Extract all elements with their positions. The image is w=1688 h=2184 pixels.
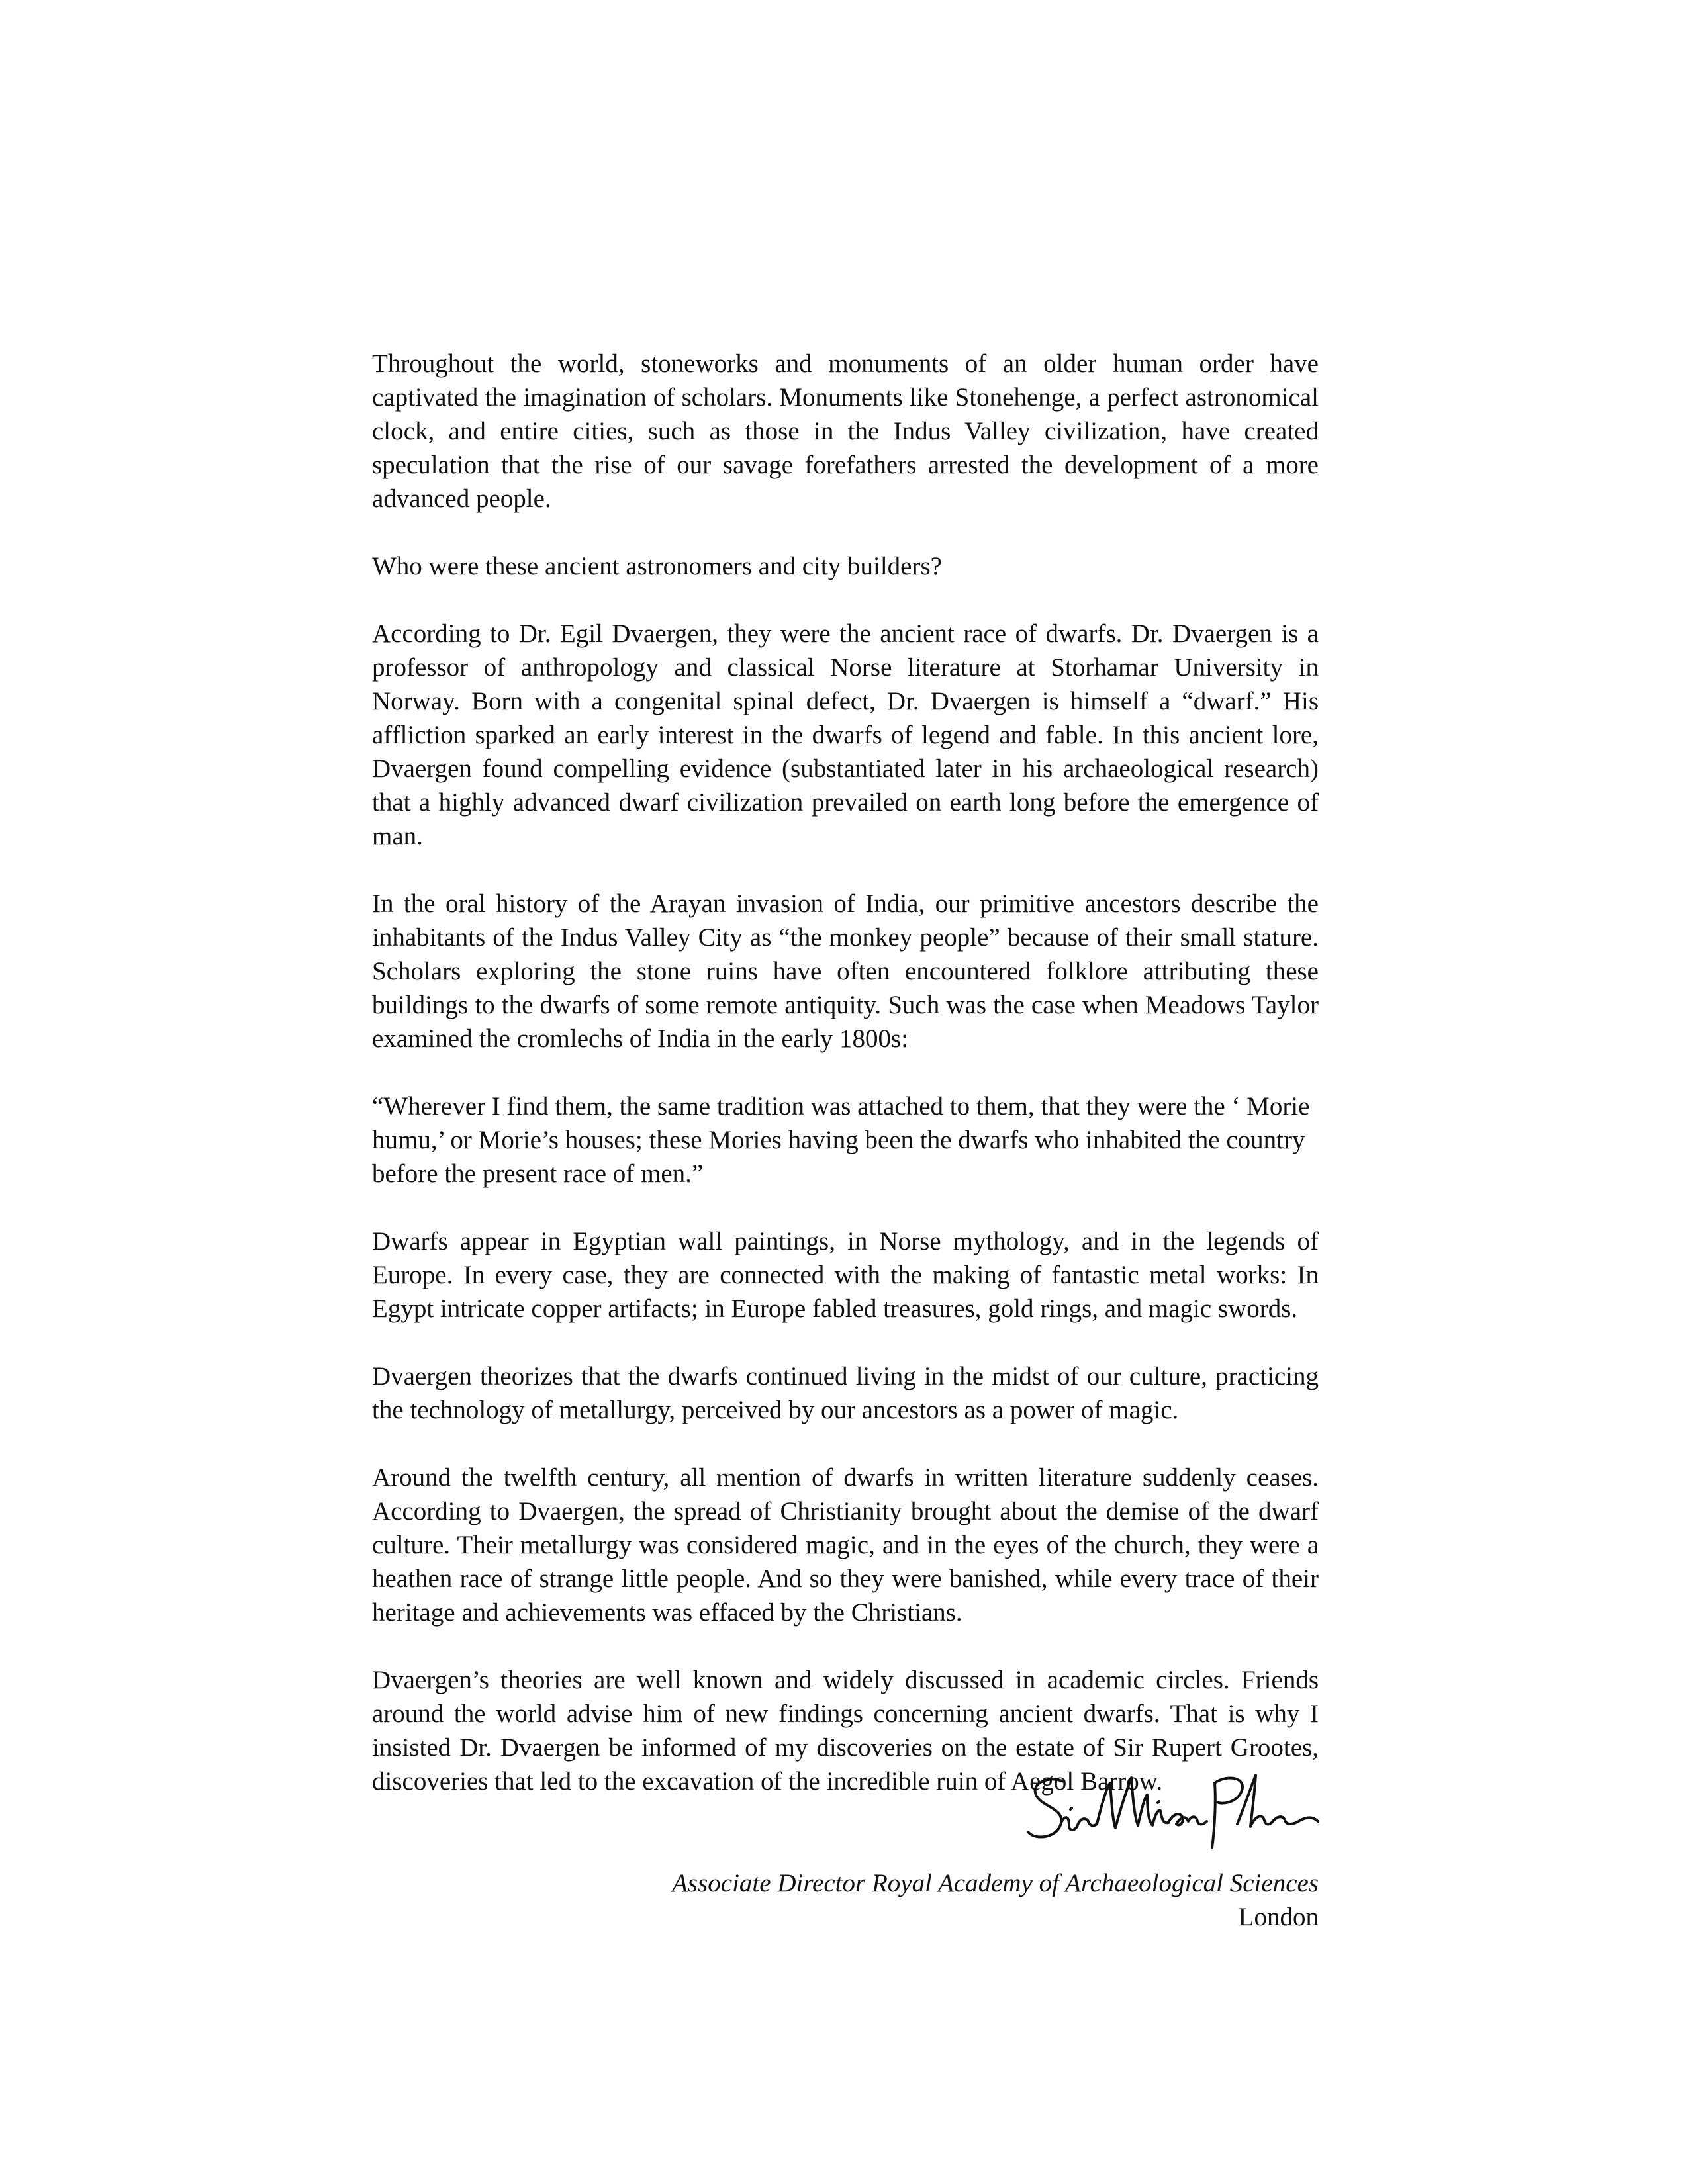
paragraph-twelfth-century: Around the twelfth century, all mention of dwarfs in written literature suddenly ceases. According to Dvaergen, the spread of Christianity brought about the demise of the dwarf culture. Their metallurgy was considered magic, and in the eyes of the church, they were a heathen race of strange little people. And so they were banished, while every trace of their heritage and achievements was effaced by the Christians.	[372, 1463, 1319, 1627]
paragraph-indus-valley: In the oral history of the Arayan invasion of India, our primitive ancestors describe the inhabitants of the Indus Valley City as “the monkey people” because of their small stature. Scholars exploring the stone ruins have often encountered folklore attributing these buildings to the dwarfs of some remote antiquity. Such was the case when Meadows Taylor examined the cromlechs of India in the early 1800s:	[372, 889, 1319, 1053]
paragraph-theories: Dvaergen’s theories are well known and widely discussed in academic circles. Friends around the world advise him of new findings concerning ancient dwarfs. That is why I insisted Dr. Dvaergen be informed of my discoveries on the estate of Sir Rupert Grootes, discoveries that led to the excavation of the incredible ruin of Aegol Barrow.	[372, 1666, 1319, 1796]
signatory-location: London	[1238, 1903, 1319, 1931]
paragraph-intro: Throughout the world, stoneworks and monuments of an older human order have captivated the imagination of scholars. Monuments like Stonehenge, a perfect astronomical clock, and entire cities, such as those in the Indus Valley civilization, have created speculation that the rise of our savage forefathers arrested the development of a more advanced people.	[372, 349, 1319, 513]
paragraph-question: Who were these ancient astronomers and city builders?	[372, 552, 942, 580]
paragraph-metallurgy: Dvaergen theorizes that the dwarfs continued living in the midst of our culture, practicing the technology of metallurgy, perceived by our ancestors as a power of magic.	[372, 1362, 1319, 1424]
handwritten-signature	[1023, 1768, 1321, 1854]
paragraph-dwarfs-appear: Dwarfs appear in Egyptian wall paintings, in Norse mythology, and in the legends of Europe. In every case, they are connected with the making of fantastic metal works: In Egypt intricate copper artifacts; in Europe fabled treasures, gold rings, and magic swords.	[372, 1227, 1319, 1323]
paragraph-dvaergen: According to Dr. Egil Dvaergen, they were the ancient race of dwarfs. Dr. Dvaergen is a professor of anthropology and classical Norse literature at Storhamar University in Norway. Born with a congenital spinal defect, Dr. Dvaergen is himself a “dwarf.” His affliction sparked an early interest in the dwarfs of legend and fable. In this ancient lore, Dvaergen found compelling evidence (substantiated later in his archaeological research) that a highly advanced dwarf civilization prevailed on earth long before the emergence of man.	[372, 619, 1319, 850]
signatory-title: Associate Director Royal Academy of Archaeological Sciences	[672, 1869, 1319, 1897]
paragraph-quote: “Wherever I find them, the same tradition was attached to them, that they were the ‘ Morie humu,’ or Morie’s houses; these Mories having been the dwarfs who inhabited the country before the present race of men.”	[372, 1092, 1310, 1188]
letter-body	[372, 347, 1319, 1832]
